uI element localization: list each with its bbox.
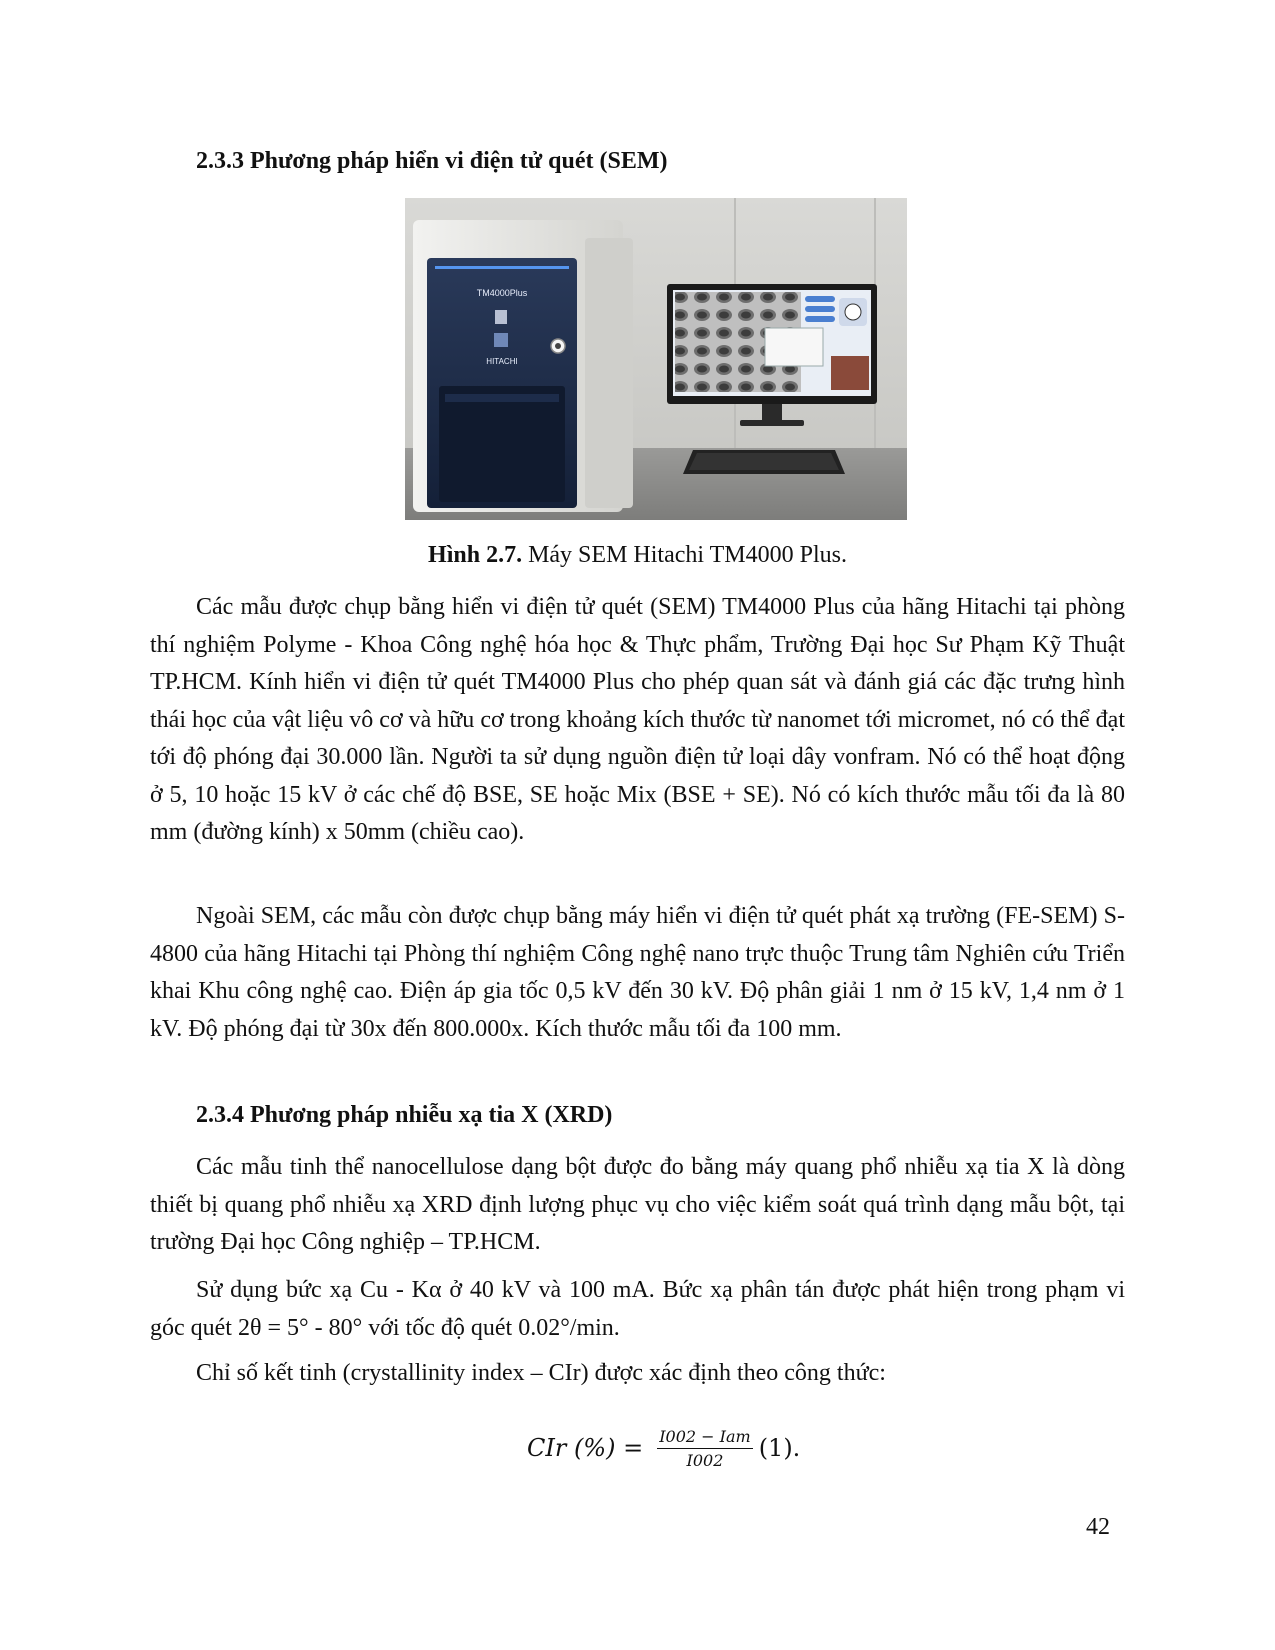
figure-caption [150, 542, 1125, 569]
device-label: TM4000Plus [476, 288, 528, 298]
formula-numerator: I002 − Iam [657, 1427, 752, 1449]
section-heading-sem: 2.3.3 Phương pháp hiển vi điện tử quét (SEM) [196, 148, 668, 174]
sem-machine-photo [405, 198, 907, 520]
figure-caption-label: Hình 2.7. [428, 542, 523, 568]
paragraph-sem-1: Các mẫu được chụp bằng hiển vi điện tử quét (SEM) TM4000 Plus của hãng Hitachi tại phòng thí nghiệm Polyme - Khoa Công nghệ hóa học & Thực phẩm, Trường Đại học Sư Phạm Kỹ Thuật TP.HCM. Kính hiển vi điện tử quét TM4000 Plus cho phép quan sát và đánh giá các đặc trưng hình thái học của vật liệu vô cơ và hữu cơ trong khoảng kích thước từ nanomet tới micromet, nó có thể đạt tới độ phóng đại 30.000 lần. Người ta sử dụng nguồn điện tử loại dây vonfram. Nó có thể hoạt động ở 5, 10 hoặc 15 kV ở các chế độ BSE, SE hoặc Mix (BSE + SE). Nó có kích thước mẫu tối đa là 80 mm (đường kính) x 50mm (chiều cao). [150, 594, 1125, 845]
formula-fraction [657, 1427, 752, 1470]
formula-tag: (1). [758, 1434, 801, 1462]
page-number: 42 [1086, 1514, 1110, 1540]
figure-caption-text: Máy SEM Hitachi TM4000 Plus. [522, 542, 847, 568]
section-heading-xrd: 2.3.4 Phương pháp nhiễu xạ tia X (XRD) [196, 1102, 613, 1128]
paragraph-xrd-1: Các mẫu tinh thể nanocellulose dạng bột được đo bằng máy quang phổ nhiễu xạ tia X là dòng thiết bị quang phổ nhiễu xạ XRD định lượng phục vụ cho việc kiểm soát quá trình dạng mẫu bột, tại trường Đại học Công nghiệp – TP.HCM. [150, 1154, 1125, 1255]
formula-lhs: CIr (%) = [527, 1434, 644, 1462]
paragraph-sem-2: Ngoài SEM, các mẫu còn được chụp bằng máy hiển vi điện tử quét phát xạ trường (FE-SEM) S-4800 của hãng Hitachi tại Phòng thí nghiệm Công nghệ nano trực thuộc Trung tâm Nghiên cứu Triển khai Khu công nghệ cao. Điện áp gia tốc 0,5 kV đến 30 kV. Độ phân giải 1 nm ở 15 kV, 1,4 nm ở 1 kV. Độ phóng đại từ 30x đến 800.000x. Kích thước mẫu tối đa 100 mm. [150, 903, 1125, 1042]
paragraph-xrd-3: Chỉ số kết tinh (crystallinity index – CIr) được xác định theo công thức: [196, 1360, 886, 1386]
paragraph-xrd-2: Sử dụng bức xạ Cu - Kα ở 40 kV và 100 mA. Bức xạ phân tán được phát hiện trong phạm vi góc quét 2θ = 5° - 80° với tốc độ quét 0.02°/min. [150, 1277, 1125, 1341]
formula-denominator: I002 [686, 1450, 724, 1470]
brand-label: HITACHI [486, 357, 518, 366]
sem-photo-illustration [405, 198, 907, 520]
crystallinity-formula [527, 1420, 800, 1476]
